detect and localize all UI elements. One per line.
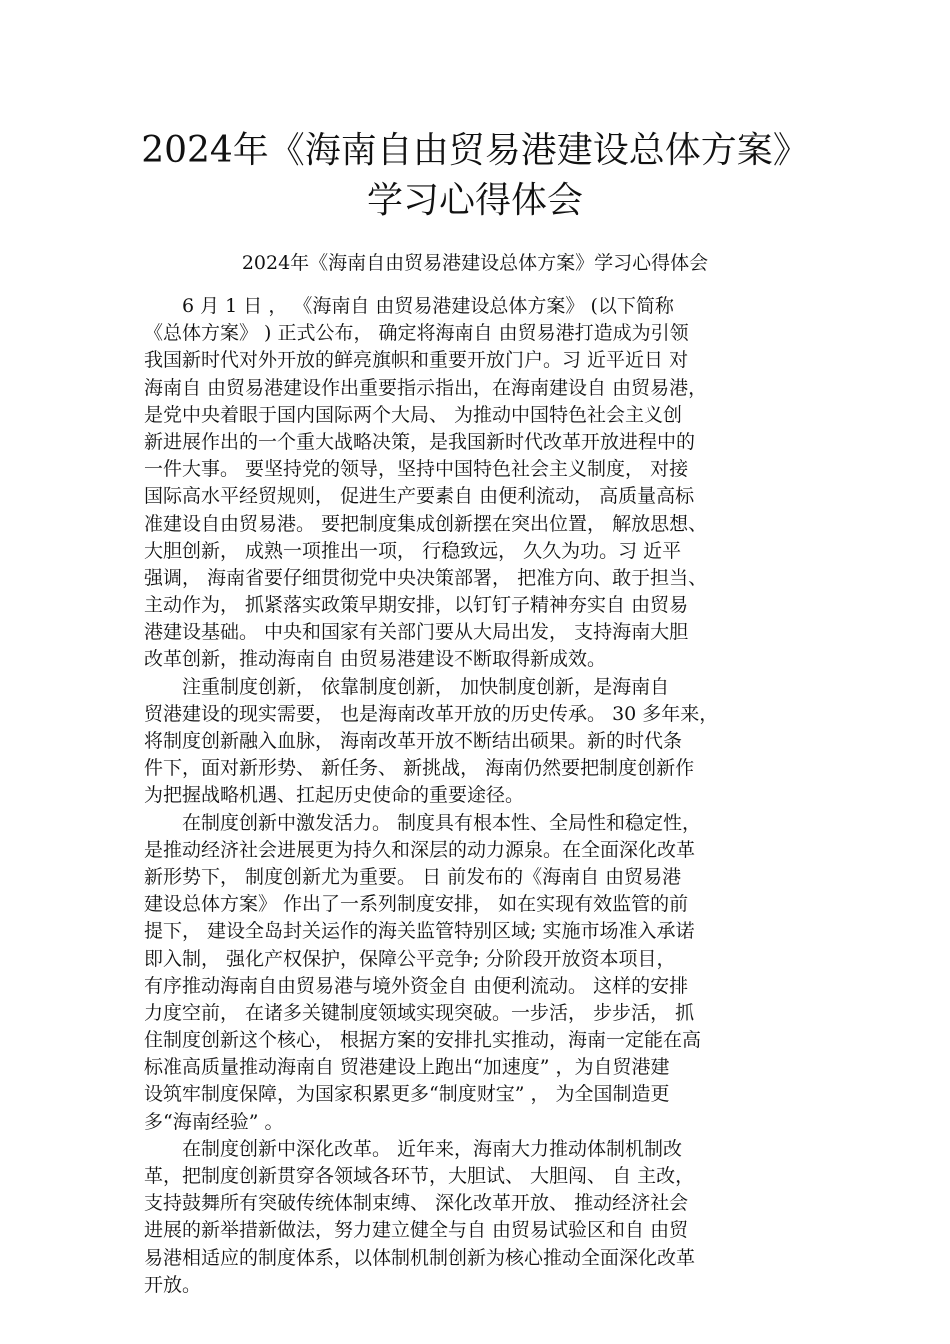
paragraph-line: 是推动经济社会进展更为持久和深层的动力源泉。在全面深化改革 xyxy=(144,838,696,861)
paragraph-line: 《总体方案》 ) 正式公布， 确定将海南自 由贸易港打造成为引领 xyxy=(144,322,689,345)
paragraph-line: 准建设自由贸易港。 要把制度集成创新摆在突出位置， 解放思想、 xyxy=(144,512,708,535)
paragraph-line: 有序推动海南自由贸易港与境外资金自 由便利流动。 这样的安排 xyxy=(144,974,689,997)
paragraph-line: 国际高水平经贸规则， 促进生产要素自 由便利流动， 高质量高标 xyxy=(144,485,695,508)
paragraph-line: 在制度创新中激发活力。 制度具有根本性、全局性和稳定性， xyxy=(144,811,702,834)
paragraph-line: 主动作为， 抓紧落实政策早期安排，以钉钉子精神夯实自 由贸易 xyxy=(144,594,689,617)
body-paragraph xyxy=(144,810,808,1136)
paragraph-line: 一件大事。 要坚持党的领导，坚持中国特色社会主义制度， 对接 xyxy=(144,458,689,481)
paragraph-line: 贸港建设的现实需要， 也是海南改革开放的历史传承。 30 多年来， xyxy=(144,702,719,725)
document-title: 2024年《海南自由贸易港建设总体方案》 xyxy=(141,130,809,171)
body-paragraph xyxy=(144,674,808,810)
paragraph-line: 进展的新举措新做法，努力建立健全与自 由贸易试验区和自 由贸 xyxy=(144,1219,689,1242)
paragraph-line: 强调， 海南省要仔细贯彻党中央决策部署， 把准方向、敢于担当、 xyxy=(144,566,708,589)
document-subtitle: 2024年《海南自由贸易港建设总体方案》学习心得体会 xyxy=(241,252,709,274)
paragraph-line: 大胆创新， 成熟一项推出一项， 行稳致远， 久久为功。习 近平 xyxy=(144,539,682,562)
paragraph-line: 是党中央着眼于国内国际两个大局、 为推动中国特色社会主义创 xyxy=(144,403,683,426)
paragraph-line: 港建设基础。 中央和国家有关部门要从大局出发， 支持海南大胆 xyxy=(144,621,689,644)
paragraph-line: 我国新时代对外开放的鲜亮旗帜和重要开放门户。习 近平近日 对 xyxy=(144,349,689,372)
paragraph-line: 易港相适应的制度体系，以体制机制创新为核心推动全面深化改革 xyxy=(144,1246,696,1269)
paragraph-line: 设筑牢制度保障，为国家积累更多“制度财宝” ， 为全国制造更 xyxy=(144,1083,670,1106)
paragraph-line: 海南自 由贸易港建设作出重要指示指出，在海南建设自 由贸易港， xyxy=(144,376,708,399)
paragraph-line: 支持鼓舞所有突破传统体制束缚、 深化改革开放、 推动经济社会 xyxy=(144,1192,689,1215)
paragraph-line: 在制度创新中深化改革。 近年来，海南大力推动体制机制改 xyxy=(144,1137,683,1160)
body-paragraph xyxy=(144,1136,808,1299)
paragraph-line: 改革创新，推动海南自 由贸易港建设不断取得新成效。 xyxy=(144,648,607,671)
paragraph-line: 提下， 建设全岛封关运作的海关监管特别区域; 实施市场准入承诺 xyxy=(144,920,695,943)
paragraph-line: 多“海南经验” 。 xyxy=(144,1110,284,1133)
paragraph-line: 新形势下， 制度创新尤为重要。 日 前发布的《海南自 由贸易港 xyxy=(144,865,682,888)
paragraph-line: 即入制， 强化产权保护，保障公平竞争; 分阶段开放资本项目， xyxy=(144,947,676,970)
paragraph-line: 力度空前， 在诸多关键制度领域实现突破。一步活， 步步活， 抓 xyxy=(144,1001,695,1024)
paragraph-line: 件下，面对新形势、 新任务、 新挑战， 海南仍然要把制度创新作 xyxy=(144,757,695,780)
paragraph-line: 注重制度创新， 依靠制度创新， 加快制度创新，是海南自 xyxy=(144,675,670,698)
paragraph-line: 开放。 xyxy=(144,1273,202,1296)
paragraph-line: 新进展作出的一个重大战略决策，是我国新时代改革开放进程中的 xyxy=(144,430,696,453)
paragraph-line: 建设总体方案》 作出了一系列制度安排， 如在实现有效监管的前 xyxy=(144,893,689,916)
paragraph-line: 住制度创新这个核心， 根据方案的安排扎实推动，海南一定能在高 xyxy=(144,1029,702,1052)
paragraph-line: 将制度创新融入血脉， 海南改革开放不断结出硕果。新的时代条 xyxy=(144,730,683,752)
document-title-continued: 学习心得体会 xyxy=(366,180,583,221)
paragraph-line: 6 月 1 日 ， 《海南自 由贸易港建设总体方案》 (以下简称 xyxy=(144,295,674,317)
paragraph-line: 为把握战略机遇、扛起历史使命的重要途径。 xyxy=(144,784,525,807)
body-paragraph xyxy=(144,293,808,674)
paragraph-line: 革，把制度创新贯穿各领域各环节，大胆试、 大胆闯、 自 主改， xyxy=(144,1165,695,1187)
document-body xyxy=(144,293,808,1299)
paragraph-line: 标准高质量推动海南自 贸港建设上跑出“加速度” ，为自贸港建 xyxy=(144,1056,670,1079)
